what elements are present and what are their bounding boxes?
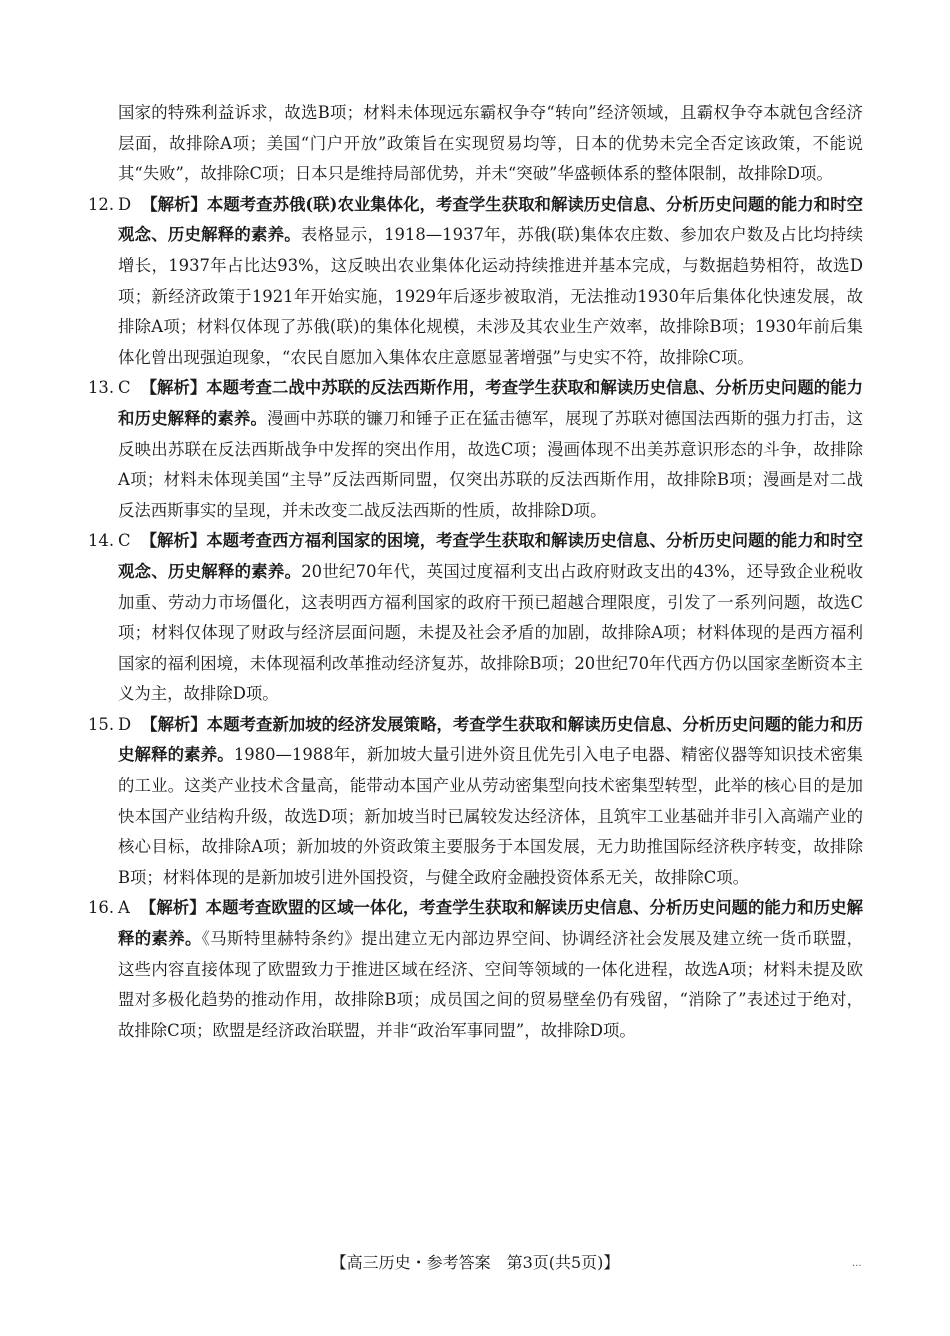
corner-mark: ...	[852, 1258, 862, 1269]
item-analysis-body: 20世纪70年代，英国过度福利支出占政府财政支出的43%，还导致企业税收加重、劳动力市场僵化，这表明西方福利国家的政府干预已超越合理限度，引发了一系列问题，故选C项；材料仅体现了财政与经济层面问题，未提及社会矛盾的加剧，故排除A项；材料体现的是西方福利国家的福利困境，未体现福利改革推动经济复苏，故排除B项；20世纪70年代西方仍以国家垄断资本主义为主，故排除D项。	[118, 561, 863, 704]
answer-item-14	[88, 526, 863, 710]
item-answer: D	[118, 714, 132, 734]
answer-item-16	[88, 893, 863, 1046]
answer-item-15	[88, 710, 863, 894]
item-number: 13.	[88, 378, 115, 398]
item-answer: D	[118, 194, 132, 214]
answer-item-12	[88, 190, 863, 374]
item-number: 16.	[88, 898, 115, 918]
item-analysis-heading: 【解析】本题考查二战中苏联的反法西斯作用，考查学生获取和解读历史信息、分析历史问题的能力和历史解释的素养。	[118, 378, 863, 428]
item-number: 15.	[88, 714, 115, 734]
item-analysis-body: 1980—1988年，新加坡大量引进外资且优先引入电子电器、精密仪器等知识技术密集的工业。这类产业技术含量高，能带动本国产业从劳动密集型向技术密集型转型，此举的核心目的是加快本国产业结构升级，故选D项；新加坡当时已属较发达经济体，且筑牢工业基础并非引入高端产业的核心目标，故排除A项；新加坡的外资政策主要服务于本国发展，无力助推国际经济秩序转变，故排除B项；材料体现的是新加坡引进外国投资，与健全政府金融投资体系无关，故排除C项。	[118, 745, 863, 887]
item-analysis-heading: 【解析】本题考查欧盟的区域一体化，考查学生获取和解读历史信息、分析历史问题的能力和历史解释的素养。	[118, 898, 863, 949]
answer-content	[88, 98, 864, 1046]
item-answer: C	[118, 531, 131, 551]
item-analysis-heading: 【解析】本题考查新加坡的经济发展策略，考查学生获取和解读历史信息、分析历史问题的能力和历史解释的素养。	[118, 714, 863, 765]
item-number: 12.	[88, 194, 115, 214]
item-analysis-body: 漫画中苏联的镰刀和锤子正在猛击德军，展现了苏联对德国法西斯的强力打击，这反映出苏联在反法西斯战争中发挥的突出作用，故选C项；漫画体现不出美苏意识形态的斗争，故排除A项；材料未体现美国“主导”反法西斯同盟，仅突出苏联的反法西斯作用，故排除B项；漫画是对二战反法西斯事实的呈现，并未改变二战反法西斯的性质，故排除D项。	[118, 408, 864, 520]
continuation-paragraph: 国家的特殊利益诉求，故选B项；材料未体现远东霸权争夺“转向”经济领域，且霸权争夺本就包含经济层面，故排除A项；美国“门户开放”政策旨在实现贸易均等，日本的优势未完全否定该政策，不能说其“失败”，故排除C项；日本只是维持局部优势，并未“突破”华盛顿体系的整体限制，故排除D项。	[118, 103, 863, 184]
item-analysis-heading: 【解析】本题考查西方福利国家的困境，考查学生获取和解读历史信息、分析历史问题的能力和时空观念、历史解释的素养。	[118, 531, 863, 581]
page-footer: 【高三历史・参考答案 第3页(共5页)】	[330, 1253, 620, 1272]
item-answer: C	[118, 378, 131, 398]
item-analysis-body: 表格显示，1918—1937年，苏俄(联)集体农庄数、参加农户数及占比均持续增长，1937年占比达93%，这反映出农业集体化运动持续推进并基本完成，与数据趋势相符，故选D项；新经济政策于1921年开始实施，1929年后逐步被取消，无法推动1930年后集体化快速发展，故排除A项；材料仅体现了苏俄(联)的集体化规模，未涉及其农业生产效率，故排除B项；1930年前后集体化曾出现强迫现象，“农民自愿加入集体农庄意愿显著增强”与史实不符，故排除C项。	[118, 225, 863, 367]
item-analysis-heading: 【解析】本题考查苏俄(联)农业集体化，考查学生获取和解读历史信息、分析历史问题的能力和时空观念、历史解释的素养。	[118, 194, 863, 245]
item-number: 14.	[88, 531, 115, 551]
item-answer: A	[118, 898, 130, 918]
answer-item-13	[88, 373, 864, 526]
item-analysis-body: 《马斯特里赫特条约》提出建立无内部边界空间、协调经济社会发展及建立统一货币联盟，这些内容直接体现了欧盟致力于推进区域在经济、空间等领域的一体化进程，故选A项；材料未提及欧盟对多极化趋势的推动作用，故排除B项；成员国之间的贸易壁垒仍有残留，“消除了”表述过于绝对，故排除C项；欧盟是经济政治联盟，并非“政治军事同盟”，故排除D项。	[118, 929, 863, 1040]
